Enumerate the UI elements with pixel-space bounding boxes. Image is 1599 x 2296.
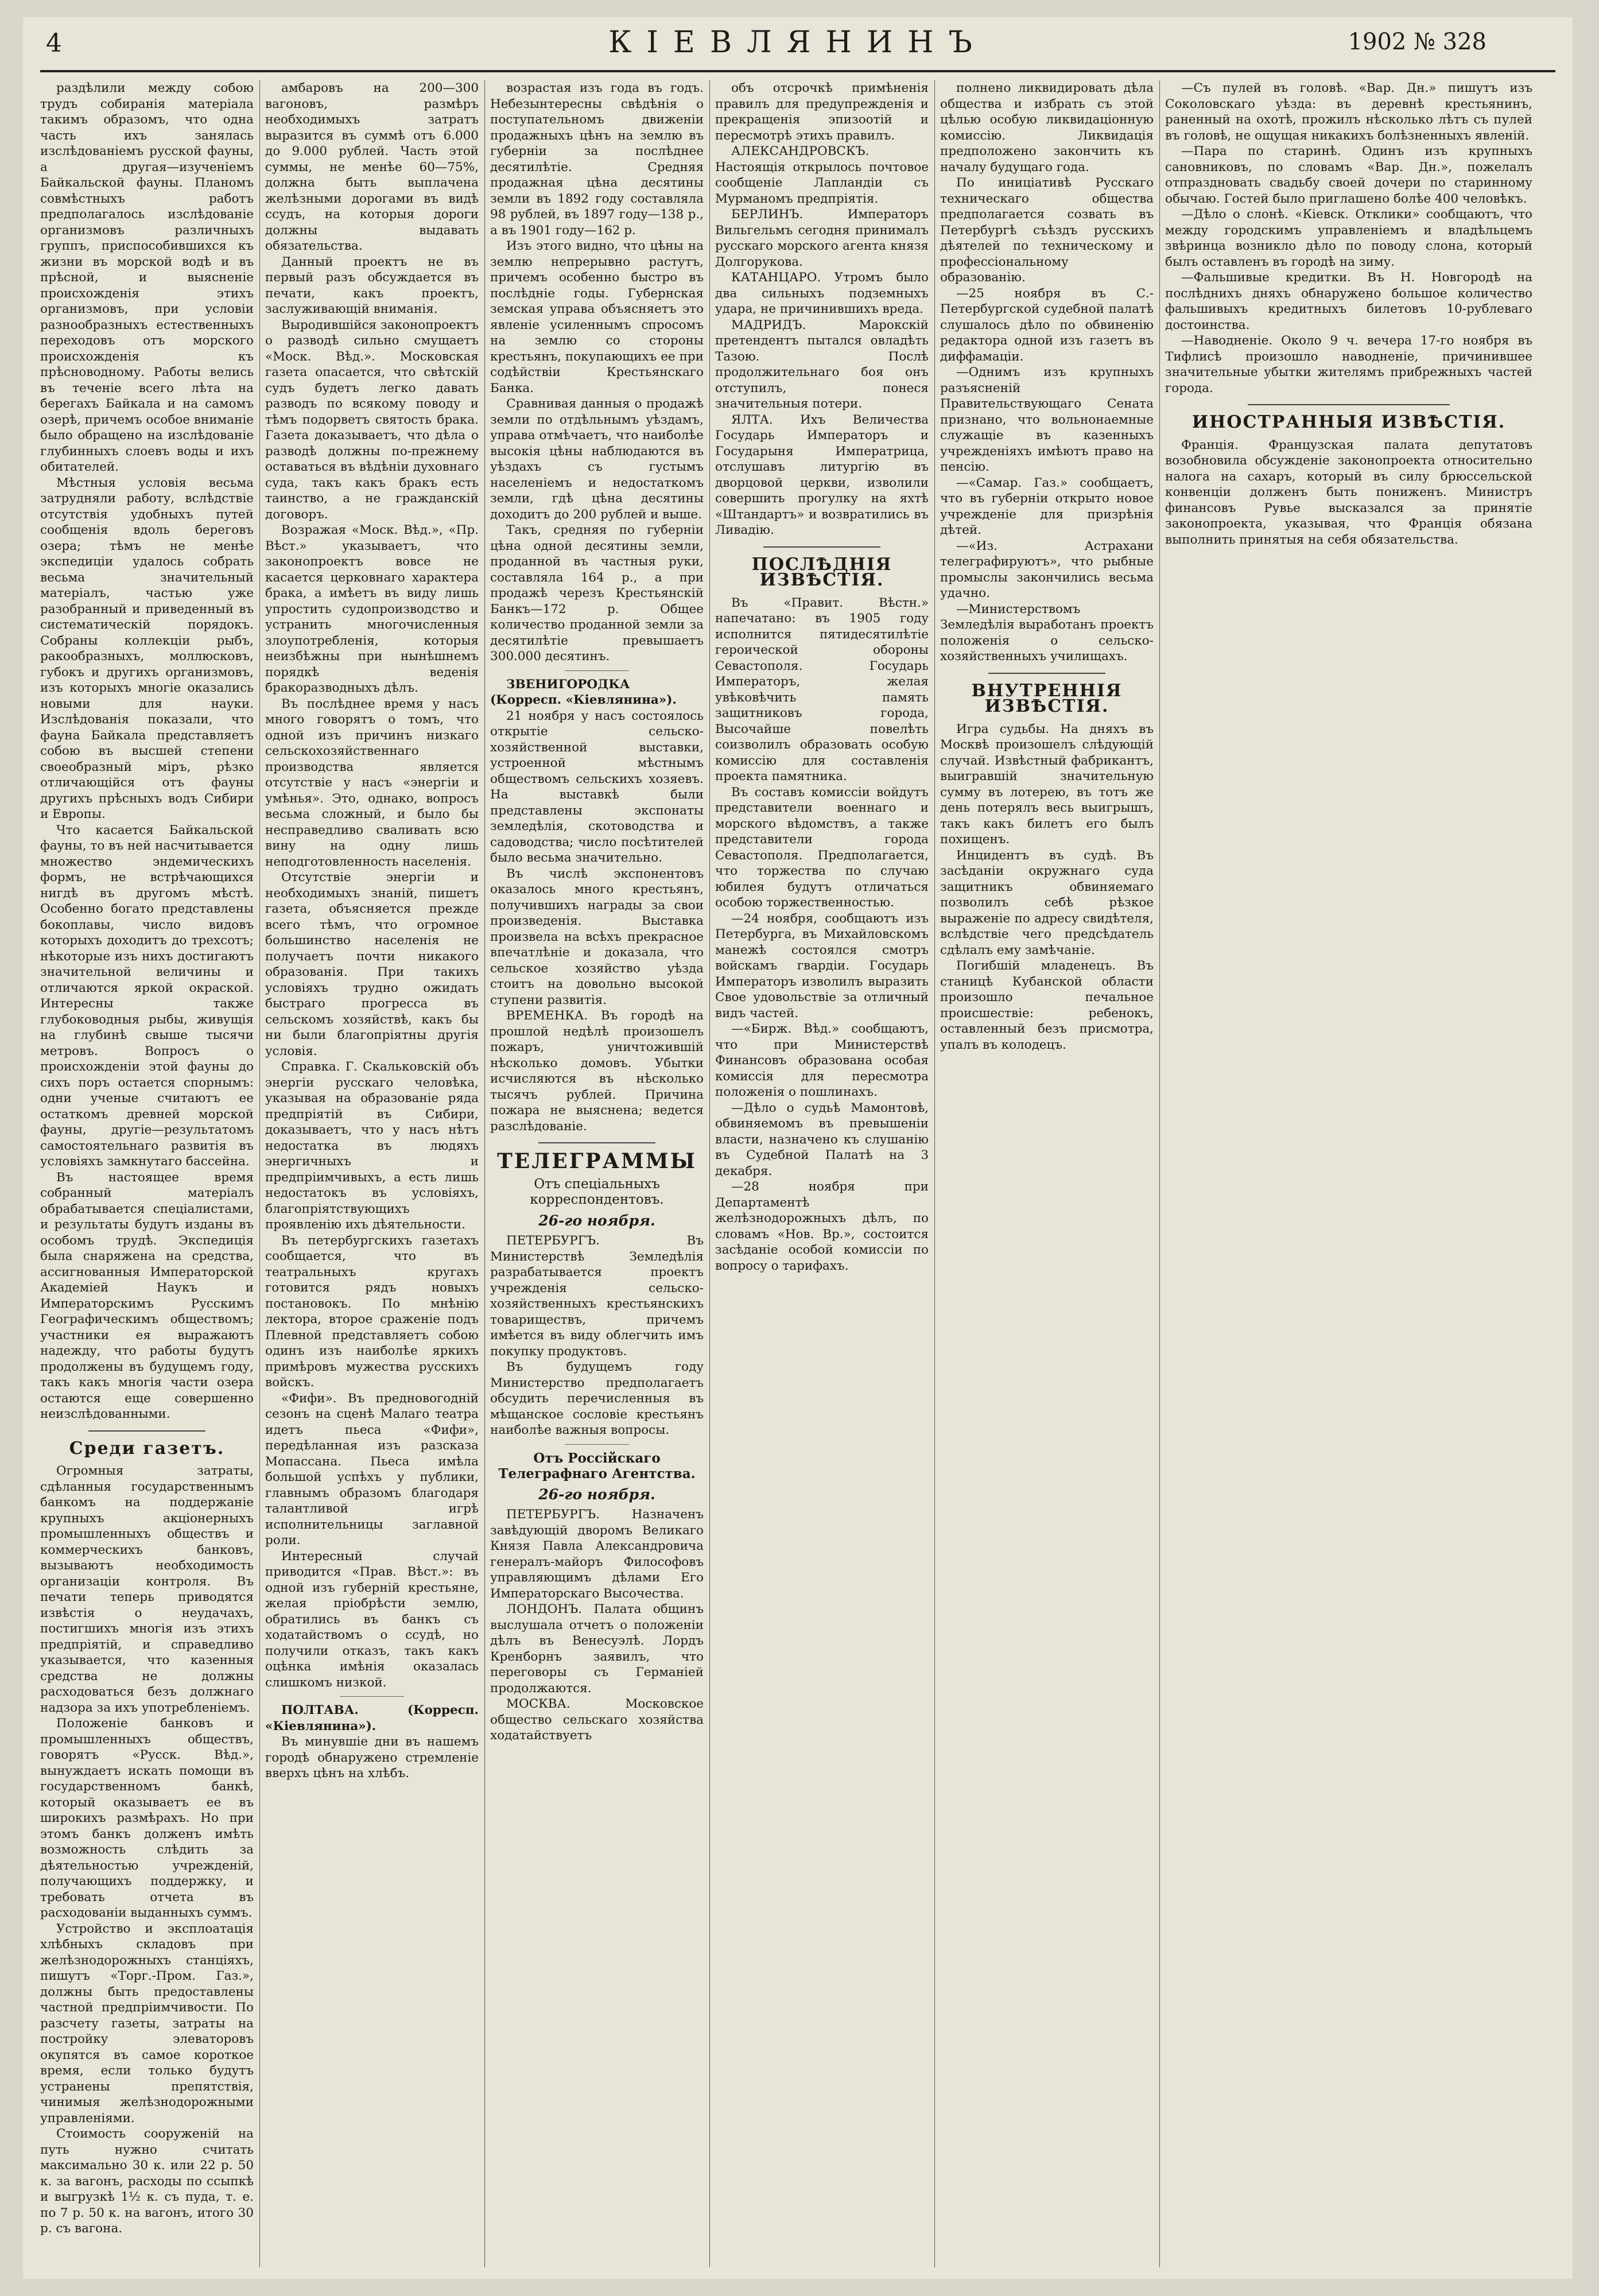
article-paragraph: —Съ пулей въ головѣ. «Вар. Дн.» пишутъ изъ Соколовскаго уѣзда: въ деревнѣ крестьянинъ, раненный на охотѣ, прожилъ нѣсколько лѣтъ съ пулей въ головѣ, не ощущая никакихъ болѣзненныхъ явленій. xyxy=(1165,81,1532,143)
section-heading: ПОСЛѢДНІЯ ИЗВѢСТІЯ. xyxy=(751,554,892,590)
column-2 xyxy=(265,80,479,2267)
article-paragraph: ЯЛТА. Ихъ Величества Государь Императоръ и Государыня Императрица, отслушавъ литургію въ дворцовой церкви, изволили совершить прогулку на яхтѣ «Штандартъ» и возвратились въ Ливадію. xyxy=(715,412,929,537)
article-paragraph: Сравнивая данныя о продажѣ земли по отдѣльнымъ уѣздамъ, управа отмѣчаетъ, что наиболѣе высокія цѣны наблюдаются въ уѣздахъ съ густымъ населеніемъ и недостаткомъ земли, гдѣ цѣна десятины доходитъ до 200 рублей и выше. xyxy=(490,397,704,522)
column-rule xyxy=(1159,80,1160,2267)
column-1 xyxy=(40,80,254,2267)
article-paragraph: Въ составъ комиссіи войдутъ представители военнаго и морского вѣдомствъ, а также представители города Севастополя. Предполагается, что торжества по случаю юбилея будутъ отличаться особою торжественностью. xyxy=(715,785,929,910)
article-paragraph: Интересный случай приводится «Прав. Вѣст.»: въ одной изъ губерній крестьяне, желая пріобрѣсти землю, обратились въ банкъ съ ходатайствомъ о ссудѣ, но получили отказъ, такъ какъ оцѣнка имѣнія оказалась слишкомъ низкой. xyxy=(265,1549,479,1690)
article-paragraph: —28 ноября при Департаментѣ желѣзнодорожныхъ дѣлъ, по словамъ «Нов. Вр.», состоится засѣданіе особой комиссіи по вопросу о тарифахъ. xyxy=(715,1180,929,1273)
article-paragraph: КАТАНЦАРО. Утромъ было два сильныхъ подземныхъ удара, не причинившихъ вреда. xyxy=(715,270,929,316)
newspaper-title: КІЕВЛЯНИНЪ xyxy=(608,25,987,60)
section-heading: ИНОСТРАННЫЯ ИЗВѢСТІЯ. xyxy=(1192,412,1506,432)
article-paragraph: —Однимъ изъ крупныхъ разъясненій Правительствующаго Сената признано, что вольнонаемные служащіе въ казенныхъ учрежденіяхъ имѣютъ право на пенсію. xyxy=(940,365,1154,474)
article-paragraph: Погибшій младенецъ. Въ станицѣ Кубанской области произошло печальное происшествіе: ребенокъ, оставленный безъ присмотра, упалъ въ колодецъ. xyxy=(940,959,1154,1052)
section-heading: Среди газетъ. xyxy=(69,1438,225,1459)
article-paragraph: МАДРИДЪ. Марокскій претендентъ пытался овладѣть Тазою. Послѣ продолжительнаго боя онъ отступилъ, понеся значительныя потери. xyxy=(715,317,929,411)
article-paragraph: —25 ноября въ С.-Петербургской судебной палатѣ слушалось дѣло по обвиненію редактора одной изъ газетъ въ диффамаціи. xyxy=(940,286,1154,364)
newspaper-page xyxy=(23,17,1573,2279)
article-paragraph: Въ настоящее время собранный матеріалъ обрабатывается спеціалистами, и результаты будутъ изданы въ особомъ трудѣ. Экспедиція была снаряжена на средства, ассигнованныя Императорской Академіей Наукъ и Императорскимъ Русскимъ Географическимъ обществомъ; участники ея выражаютъ надежду, что работы будутъ продолжены въ будущемъ году, такъ какъ многія части озера остаются еще совершенно неизслѣдованными. xyxy=(40,1170,254,1421)
section-divider xyxy=(988,673,1106,674)
masthead xyxy=(23,17,1573,69)
article-paragraph: ПЕТЕРБУРГЪ. Назначенъ завѣдующій дворомъ Великаго Князя Павла Александровича генералъ-майоръ Философовъ управляющимъ дѣлами Его Императорскаго Высочества. xyxy=(490,1507,704,1601)
article-paragraph: Игра судьбы. На дняхъ въ Москвѣ произошелъ слѣдующій случай. Извѣстный фабрикантъ, выигравшій значительную сумму въ лотерею, въ тотъ же день потерялъ весь выигрышъ, такъ какъ билетъ его былъ похищенъ. xyxy=(940,722,1154,847)
column-6 xyxy=(1165,80,1532,2267)
article-paragraph: Въ числѣ экспонентовъ оказалось много крестьянъ, получившихъ награды за свои произведенія. Выставка произвела на всѣхъ прекрасное впечатлѣніе и доказала, что сельское хозяйство уѣзда стоитъ на довольно высокой ступени развитія. xyxy=(490,866,704,1007)
article-paragraph: ВРЕМЕНКА. Въ городѣ на прошлой недѣлѣ произошелъ пожаръ, уничтожившій нѣсколько домовъ. Убытки исчисляются въ нѣсколько тысячъ рублей. Причина пожара не выяснена; ведется разслѣдованіе. xyxy=(490,1009,704,1134)
column-rule xyxy=(259,80,260,2267)
article-paragraph: БЕРЛИНЪ. Императоръ Вильгельмъ сегодня принималъ русскаго морского агента князя Долгорукова. xyxy=(715,207,929,269)
article-paragraph: Въ «Правит. Вѣстн.» напечатано: въ 1905 году исполнится пятидесятилѣтіе героической обороны Севастополя. Государь Императоръ, желая увѣковѣчить память защитниковъ города, Высочайше повелѣть соизволилъ образовать особую комиссію для составленія проекта памятника. xyxy=(715,595,929,784)
agency-date: 26-го ноября. xyxy=(538,1486,655,1503)
article-paragraph: —«Бирж. Вѣд.» сообщаютъ, что при Министерствѣ Финансовъ образована особая комиссія для пересмотра положенія о пошлинахъ. xyxy=(715,1022,929,1099)
section-divider xyxy=(88,1430,206,1432)
article-paragraph: Въ послѣднее время у насъ много говорятъ о томъ, что одной изъ причинъ низкаго сельскохозяйственнаго производства является отсутствіе у насъ «энергіи и умѣнья». Это, однако, вопросъ весьма сложный, и было бы несправедливо сваливать всю вину на одну лишь неподготовленность населенія. xyxy=(265,696,479,869)
article-paragraph: —Фальшивые кредитки. Въ Н. Новгородѣ на послѣднихъ дняхъ обнаружено большое количество фальшивыхъ кредитныхъ билетовъ 10-рублеваго достоинства. xyxy=(1165,270,1532,332)
article-paragraph: Изъ этого видно, что цѣны на землю непрерывно растутъ, причемъ особенно быстро въ послѣдніе годы. Губернская земская управа объясняетъ это явленіе усиленнымъ спросомъ на землю со стороны крестьянъ, покупающихъ ее при содѣйствіи Крестьянскаго Банка. xyxy=(490,239,704,395)
article-paragraph: Франція. Французская палата депутатовъ возобновила обсужденіе законопроекта относительно налога на сахаръ, который въ силу брюссельской конвенціи долженъ быть пониженъ. Министръ финансовъ Рувье высказался за принятіе законопроекта, указывая, что Франція обязана выполнить принятыя на себя обязательства. xyxy=(1165,437,1532,547)
article-paragraph: возрастая изъ года въ годъ. Небезынтересны свѣдѣнія о поступательномъ движеніи продажныхъ цѣнъ на землю въ губерніи за послѣднее десятилѣтіе. Средняя продажная цѣна десятины земли въ 1892 году составляла 98 рублей, въ 1897 году—138 р., а въ 1901 году—162 р. xyxy=(490,81,704,238)
article-paragraph: ЛОНДОНЪ. Палата общинъ выслушала отчетъ о положеніи дѣлъ въ Венесуэлѣ. Лордъ Кренборнъ заявилъ, что переговоры съ Германіей продолжаются. xyxy=(490,1602,704,1696)
issue-number: 1902 № 328 xyxy=(1348,29,1487,55)
dateline-heading: ПОЛТАВА. (Корресп. «Кіевлянина»). xyxy=(265,1703,479,1733)
article-paragraph: объ отсрочкѣ примѣненія правилъ для предупрежденія и прекращенія эпизоотій и пересмотрѣ этихъ правилъ. xyxy=(715,81,929,143)
section-heading: ВНУТРЕННІЯ ИЗВѢСТІЯ. xyxy=(971,680,1123,716)
column-rule xyxy=(934,80,935,2267)
article-paragraph: —Пара по старинѣ. Одинъ изъ крупныхъ сановниковъ, по словамъ «Вар. Дн.», пожелалъ отпраздновать свадьбу своей дочери по старинному обычаю. Гостей было приглашено болѣе 400 человѣкъ. xyxy=(1165,144,1532,206)
article-paragraph: Отсутствіе энергіи и необходимыхъ знаній, пишетъ газета, объясняется прежде всего тѣмъ, что огромное большинство населенія не получаетъ почти никакого образованія. При такихъ условіяхъ трудно ожидать быстраго прогресса въ сельскомъ хозяйствѣ, какъ бы ни были благопріятны другія условія. xyxy=(265,870,479,1058)
article-paragraph: Что касается Байкальской фауны, то въ ней насчитывается множество эндемическихъ формъ, не встрѣчающихся нигдѣ въ другомъ мѣстѣ. Особенно богато представлены бокоплавы, число видовъ которыхъ доходитъ до трехсотъ; нѣкоторые изъ нихъ достигаютъ значительной величины и отличаются яркой окраской. Интересны также глубоководныя рыбы, живущія на глубинѣ свыше тысячи метровъ. Вопросъ о происхожденіи этой фауны до сихъ поръ остается спорнымъ: одни ученые считаютъ ее остаткомъ древней морской фауны, другіе—результатомъ самостоятельнаго развитія въ условіяхъ замкнутаго бассейна. xyxy=(40,823,254,1169)
article-paragraph: Въ петербургскихъ газетахъ сообщается, что въ театральныхъ кругахъ готовится рядъ новыхъ постановокъ. По мнѣнію лектора, второе сраженіе подъ Плевной представляетъ собою одинъ изъ наиболѣе яркихъ примѣровъ мужества русскихъ войскъ. xyxy=(265,1233,479,1390)
article-paragraph: Выродившійся законопроектъ о разводѣ сильно смущаетъ «Моск. Вѣд.». Московская газета опасается, что свѣтскій судъ будетъ легко давать разводъ по всякому поводу и тѣмъ подорветъ святость брака. Газета доказываетъ, что дѣла о разводѣ должны по-прежнему оставаться въ вѣдѣніи духовнаго суда, такъ какъ бракъ есть таинство, а не гражданскій договоръ. xyxy=(265,317,479,522)
article-paragraph: Положеніе банковъ и промышленныхъ обществъ, говорятъ «Русск. Вѣд.», вынуждаетъ искать помощи въ государственномъ банкѣ, который оказываетъ ее въ широкихъ размѣрахъ. Но при этомъ банкъ долженъ имѣть возможность слѣдить за дѣятельностью учрежденій, получающихъ поддержку, и требовать отчета въ расходованіи выданныхъ суммъ. xyxy=(40,1716,254,1920)
column-5 xyxy=(940,80,1154,2267)
article-paragraph: —24 ноября, сообщаютъ изъ Петербурга, въ Михайловскомъ манежѣ состоялся смотръ войскамъ гвардіи. Государь Императоръ изволилъ выразить Свое удовольствіе за отличный видъ частей. xyxy=(715,911,929,1021)
article-paragraph: —Дѣло о слонѣ. «Кіевск. Отклики» сообщаютъ, что между городскимъ управленіемъ и владѣльцемъ звѣринца возникло дѣло по поводу слона, который былъ оставленъ въ городѣ на зиму. xyxy=(1165,207,1532,269)
article-paragraph: Въ будущемъ году Министерство предполагаетъ обсудить перечисленныя въ мѣщанское сословіе крестьянъ наиболѣе важныя вопросы. xyxy=(490,1360,704,1437)
article-paragraph: 21 ноября у насъ состоялось открытіе сельско-хозяйственной выставки, устроенной мѣстнымъ обществомъ сельскихъ хозяевъ. На выставкѣ были представлены экспонаты земледѣлія, скотоводства и садоводства; число посѣтителей было весьма значительно. xyxy=(490,708,704,865)
section-divider xyxy=(565,1444,629,1445)
agency-heading: Отъ Россійскаго Телеграфнаго Агентства. xyxy=(498,1450,696,1481)
article-paragraph: ПЕТЕРБУРГЪ. Въ Министерствѣ Земледѣлія разрабатывается проектъ учрежденія сельско-хозяйственныхъ крестьянскихъ товариществъ, причемъ имѣется въ виду облегчить имъ покупку продуктовъ. xyxy=(490,1234,704,1359)
section-divider xyxy=(340,1696,404,1697)
dateline-heading: ЗВЕНИГОРОДКА (Корресп. «Кіевлянина»). xyxy=(490,677,677,707)
article-paragraph: Мѣстныя условія весьма затрудняли работу, вслѣдствіе отсутствія удобныхъ путей сообщенія вдоль береговъ озера; тѣмъ не менѣе экспедиціи удалось собрать весьма значительный матеріалъ, частью уже разобранный и приведенный въ систематическій порядокъ. Собраны коллекціи рыбъ, ракообразныхъ, моллюсковъ, губокъ и другихъ организмовъ, изъ которыхъ многіе оказались новыми для науки. Изслѣдованія показали, что фауна Байкала представляетъ собою въ высшей степени своеобразный міръ, рѣзко отличающійся отъ фауны другихъ прѣсныхъ водъ Сибири и Европы. xyxy=(40,475,254,821)
article-paragraph: —Дѣло о судьѣ Мамонтовѣ, обвиняемомъ въ превышеніи власти, назначено къ слушанію въ Судебной Палатѣ на 3 декабря. xyxy=(715,1100,929,1178)
article-paragraph: АЛЕКСАНДРОВСКЪ. Настоящія открылось почтовое сообщеніе Лапландіи съ Мурманомъ предпріятія. xyxy=(715,144,929,206)
article-paragraph: —Министерствомъ Земледѣлія выработанъ проектъ положенія о сельско-хозяйственныхъ училищахъ. xyxy=(940,602,1154,664)
telegrams-subheading: Отъ спеціальныхъ корреспондентовъ. xyxy=(530,1176,664,1207)
article-paragraph: «Фифи». Въ предновогодній сезонъ на сценѣ Малаго театра идетъ пьеса «Фифи», передѣланная изъ разсказа Мопассана. Пьеса имѣла большой успѣхъ у публики, главнымъ образомъ благодаря талантливой игрѣ исполнительницы заглавной роли. xyxy=(265,1391,479,1548)
article-paragraph: —Наводненіе. Около 9 ч. вечера 17-го ноября въ Тифлисѣ произошло наводненіе, причинившее значительные убытки жителямъ прибрежныхъ частей города. xyxy=(1165,333,1532,395)
article-paragraph: Инцидентъ въ судѣ. Въ засѣданіи окружнаго суда защитникъ обвиняемаго позволилъ себѣ рѣзкое выраженіе по адресу свидѣтеля, вслѣдствіе чего предсѣдатель сдѣлалъ ему замѣчаніе. xyxy=(940,848,1154,957)
article-paragraph: МОСКВА. Московское общество сельскаго хозяйства ходатайствуетъ xyxy=(490,1697,704,1743)
masthead-rule xyxy=(40,70,1555,72)
article-paragraph: амбаровъ на 200—300 вагоновъ, размѣръ необходимыхъ затратъ выразится въ суммѣ отъ 6.000 до 9.000 рублей. Часть этой суммы, не менѣе 60—75%, должна быть выплачена желѣзными дорогами въ видѣ ссудъ, на которыя дороги должны выдавать обязательства. xyxy=(265,81,479,253)
column-rule xyxy=(484,80,485,2267)
article-paragraph: Въ минувшіе дни въ нашемъ городѣ обнаружено стремленіе вверхъ цѣнъ на хлѣбъ. xyxy=(265,1735,479,1781)
article-paragraph: —«Из. Астрахани телеграфируютъ», что рыбные промыслы закончились весьма удачно. xyxy=(940,538,1154,600)
page-number: 4 xyxy=(46,29,62,58)
article-paragraph: Огромныя затраты, сдѣланныя государственнымъ банкомъ на поддержаніе крупныхъ акціонерныхъ промышленныхъ обществъ и коммерческихъ банковъ, вызываютъ необходимость организаціи контроля. Въ печати теперь приводятся извѣстія о неудачахъ, постигшихъ многія изъ этихъ предпріятій, и справедливо указывается, что казенныя средства не должны расходоваться безъ должнаго надзора за ихъ употребленіемъ. xyxy=(40,1464,254,1715)
article-paragraph: Данный проектъ не въ первый разъ обсуждается въ печати, какъ проектъ, заслуживающій вниманія. xyxy=(265,254,479,316)
article-paragraph: Возражая «Моск. Вѣд.», «Пр. Вѣст.» указываетъ, что законопроектъ вовсе не касается церковнаго характера брака, а имѣетъ въ виду лишь упростить судопроизводство и устранить многочисленныя злоупотребленія, которыя неизбѣжны при нынѣшнемъ порядкѣ веденія бракоразводныхъ дѣлъ. xyxy=(265,523,479,695)
article-paragraph: По иниціативѣ Русскаго техническаго общества предполагается созвать въ Петербургѣ съѣздъ русскихъ дѣятелей по техническому и профессіональному образованію. xyxy=(940,176,1154,285)
article-paragraph: полнено ликвидировать дѣла общества и избрать съ этой цѣлью особую ликвидаціонную комиссію. Ликвидація предположено закончить къ началу будущаго года. xyxy=(940,81,1154,174)
section-divider xyxy=(763,546,881,548)
telegrams-date: 26-го ноября. xyxy=(538,1212,655,1229)
section-divider xyxy=(565,670,629,671)
section-divider xyxy=(1248,404,1450,405)
article-paragraph: —«Самар. Газ.» сообщаетъ, что въ губерніи открыто новое учрежденіе для призрѣнія дѣтей. xyxy=(940,475,1154,537)
column-3 xyxy=(490,80,704,2267)
article-paragraph: Справка. Г. Скальковскій объ энергіи русскаго человѣка, указывая на образованіе ряда предпріятій въ Сибири, доказываетъ, что у насъ нѣтъ недостатка въ людяхъ энергичныхъ и предпріимчивыхъ, а есть лишь недостатокъ въ условіяхъ, благопріятствующихъ проявленію ихъ дѣятельности. xyxy=(265,1060,479,1232)
column-4 xyxy=(715,80,929,2267)
column-rule xyxy=(709,80,710,2267)
article-paragraph: Стоимость сооруженій на путь нужно считать максимально 30 к. или 22 р. 50 к. за вагонъ, расходы по ссыпкѣ и выгрузкѣ 1½ к. съ пуда, т. е. по 7 р. 50 к. на вагонъ, итого 30 р. съ вагона. xyxy=(40,2127,254,2236)
article-paragraph: раздѣлили между собою трудъ собиранія матеріала такимъ образомъ, что одна часть ихъ занялась изслѣдованіемъ русской фауны, а другая—изученіемъ Байкальской фауны. Планомъ совмѣстныхъ работъ предполагалось изслѣдованіе организмовъ различныхъ группъ, приспособившихся къ жизни въ морской водѣ и въ прѣсной, и выясненіе происхожденія этихъ организмовъ, при условіи разнообразныхъ естественныхъ переходовъ отъ морского происхожденія къ прѣсноводному. Работы велись въ теченіе всего лѣта на берегахъ Байкала и на самомъ озерѣ, причемъ особое вниманіе было обращено на изслѣдованіе глубинныхъ слоевъ воды и ихъ обитателей. xyxy=(40,81,254,474)
article-paragraph: Устройство и эксплоатація хлѣбныхъ складовъ при желѣзнодорожныхъ станціяхъ, пишутъ «Торг.-Пром. Газ.», должны быть предоставлены частной предпріимчивости. По разсчету газеты, затраты на постройку элеваторовъ окупятся въ самое короткое время, если только будутъ устранены препятствія, чинимыя желѣзнодорожными управленіями. xyxy=(40,1921,254,2126)
article-paragraph: Такъ, средняя по губерніи цѣна одной десятины земли, проданной въ частныя руки, составляла 164 р., а при продажѣ черезъ Крестьянскій Банкъ—172 р. Общее количество проданной земли за десятилѣтіе превышаетъ 300.000 десятинъ. xyxy=(490,523,704,664)
section-divider xyxy=(538,1142,656,1143)
telegrams-heading: ТЕЛЕГРАММЫ xyxy=(497,1149,697,1173)
